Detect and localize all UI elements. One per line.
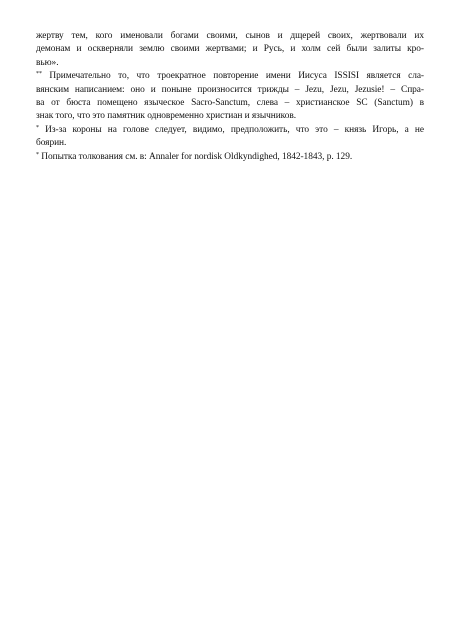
text-line: боярин.: [36, 138, 67, 149]
text-line-content: Из-за короны на голове следует, видимо, предположить, что это – князь Игорь, а не: [45, 124, 424, 135]
text-line: демонам и оскверняли землю своими жертвами; и Русь, и холм сей были залиты кро-: [36, 44, 424, 55]
text-line-content: Попытка толкования см. в: Annaler for nordisk Oldkyndighed, 1842-1843, p. 129.: [41, 151, 353, 162]
footnote-asterisk-prince: [36, 124, 424, 151]
paragraph-quote-continuation: [36, 30, 424, 70]
text-line: вью».: [36, 57, 59, 68]
text-line-content: Примечательно то, что троекратное повторение имени Иисуса ISSISI является сла-: [49, 71, 424, 82]
text-line: [36, 70, 424, 83]
text-line: ва от бюста помещено языческое Sacro-Sanctum, слева – христианское SC (Sanctum) в: [36, 98, 424, 109]
text-line: жертву тем, кого именовали богами своими, сынов и дщерей своих, жертвовали их: [36, 31, 424, 41]
text-line: [36, 151, 424, 164]
footnote-double-asterisk: [36, 70, 424, 124]
text-line: [36, 124, 424, 137]
footnotes-text: [36, 30, 424, 164]
footnote-asterisk-reference: [36, 151, 424, 164]
text-line: знак того, что это памятник одновременно христиан и язычников.: [36, 111, 297, 122]
text-line: вянским написанием: оно и поныне произносится трижды – Jezu, Jezu, Jezusie! – Спра-: [36, 84, 424, 95]
footnote-marker: *: [36, 151, 39, 158]
footnote-marker: *: [36, 124, 39, 131]
footnote-marker: **: [36, 71, 42, 78]
